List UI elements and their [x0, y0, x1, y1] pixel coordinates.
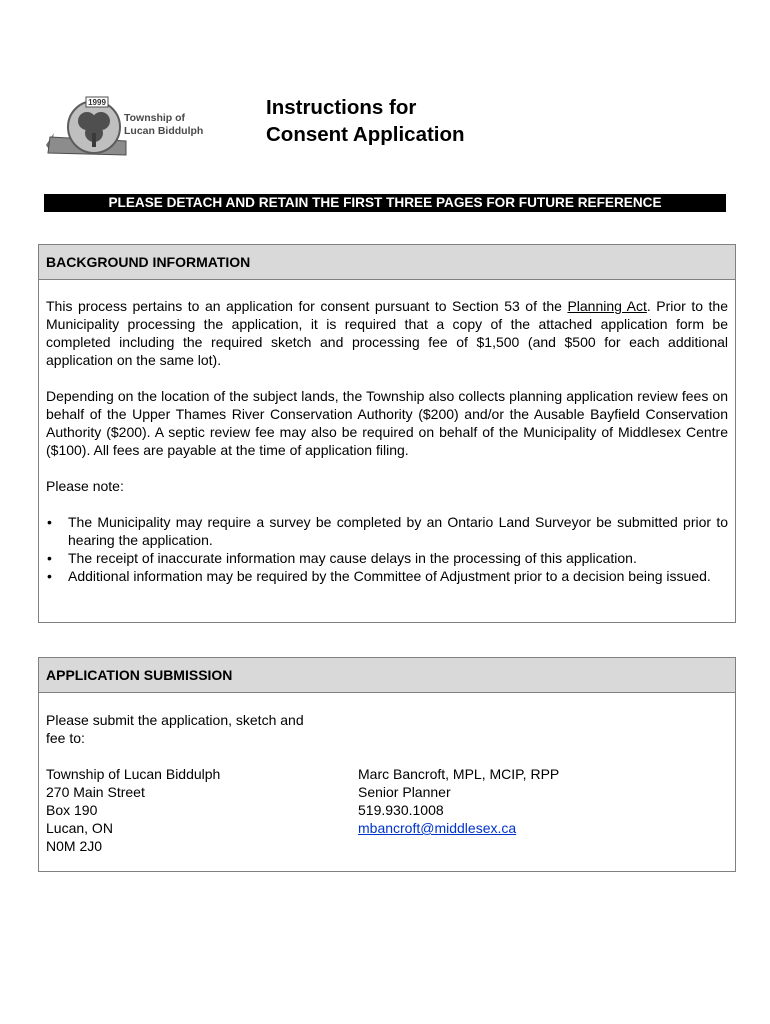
svg-text:Township of: Township of [124, 112, 186, 124]
svg-text:1999: 1999 [88, 98, 106, 107]
document-title [266, 94, 465, 148]
planning-act-reference: Planning Act [567, 298, 647, 314]
retain-pages-banner: PLEASE DETACH AND RETAIN THE FIRST THREE PAGES FOR FUTURE REFERENCE [44, 194, 726, 212]
address-line: Box 190 [46, 802, 98, 818]
background-information-section [38, 244, 736, 623]
svg-text:Lucan Biddulph: Lucan Biddulph [124, 125, 204, 137]
background-paragraph-1 [46, 297, 728, 369]
please-note-label: Please note: [46, 478, 124, 494]
bullet-icon: • [47, 550, 52, 566]
bullet-text: The Municipality may require a survey be completed by an Ontario Land Surveyor be submitted prior to hearing the application. [68, 514, 728, 548]
background-heading: BACKGROUND INFORMATION [39, 245, 735, 280]
planner-contact [358, 765, 559, 837]
list-item [46, 513, 728, 549]
contact-columns [46, 765, 728, 855]
township-logo [44, 93, 214, 159]
bullet-text: Additional information may be required by the Committee of Adjustment prior to a decision being issued. [68, 568, 711, 584]
intro-line-1: Please submit the application, sketch and [46, 712, 304, 728]
list-item [46, 567, 728, 585]
address-line: 270 Main Street [46, 784, 145, 800]
note-bullet-list [46, 513, 728, 585]
bullet-text: The receipt of inaccurate information may cause delays in the processing of this application. [68, 550, 637, 566]
planner-name: Marc Bancroft, MPL, MCIP, RPP [358, 766, 560, 782]
p1-text-end: . Prior to the Municipality processing the application, it is required that a copy of the attached application form be completed including the required sketch and processing fee of $1,500 (and $500 for each additional application on the same lot). [46, 298, 728, 368]
planner-email-link[interactable]: mbancroft@middlesex.ca [358, 820, 517, 836]
submission-body [39, 711, 735, 855]
planner-phone: 519.930.1008 [358, 802, 444, 818]
bullet-icon: • [47, 514, 52, 530]
application-submission-section [38, 657, 736, 872]
submission-heading: APPLICATION SUBMISSION [39, 658, 735, 693]
township-address [46, 765, 220, 855]
intro-line-2: fee to: [46, 730, 85, 746]
title-line-1: Instructions for [266, 96, 417, 119]
background-paragraph-2: Depending on the location of the subject lands, the Township also collects planning application review fees on behalf of the Upper Thames River Conservation Authority ($200) and/or the Ausable Bayfield Conservation Authority ($200). A septic review fee may also be required on behalf of the Municipality of Middlesex Centre ($100). All fees are payable at the time of application filing. [46, 388, 728, 458]
title-line-2: Consent Application [266, 123, 465, 146]
background-body [39, 297, 735, 585]
address-line: N0M 2J0 [46, 838, 103, 854]
planner-title: Senior Planner [358, 784, 451, 800]
address-line: Lucan, ON [46, 820, 113, 836]
address-line: Township of Lucan Biddulph [46, 766, 221, 782]
submission-intro [46, 711, 728, 747]
list-item [46, 549, 728, 567]
p1-text-start: This process pertains to an application for consent pursuant to Section 53 of the [46, 298, 568, 314]
bullet-icon: • [47, 568, 52, 584]
